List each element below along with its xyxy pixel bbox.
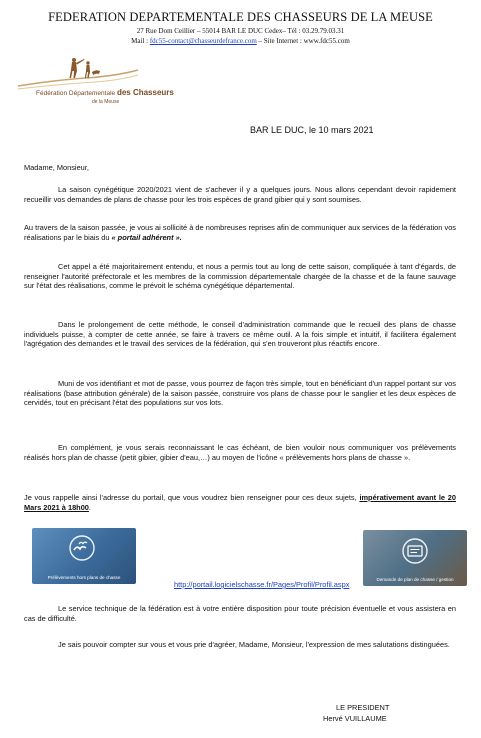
logo-subtext: de la Meuse	[92, 99, 120, 105]
site-text: www.fdc55.com	[303, 37, 350, 45]
tile-right-label: Demande de plan de chasse / gestion	[376, 576, 454, 582]
birds-icon	[60, 534, 104, 562]
letter-date: BAR LE DUC, le 10 mars 2021	[250, 125, 374, 135]
tile-left-label: Prélèvements hors plans de chasse	[47, 574, 121, 580]
organization-name: FEDERATION DEPARTEMENTALE DES CHASSEURS DE LA MEUSE	[48, 10, 433, 24]
organization-address: 27 Rue Dom Ceillier – 55014 BAR LE DUC Cedex– Tél : 03.29.79.03.31	[136, 27, 345, 35]
federation-logo	[16, 56, 140, 108]
mail-label: Mail :	[131, 37, 150, 45]
salutation: Madame, Monsieur,	[24, 163, 89, 172]
paragraph-9: Je sais pouvoir compter sur vous et vous prie d'agréer, Madame, Monsieur, l'expression de mes salutations distinguées.	[58, 640, 450, 649]
paragraph-6: En complément, je vous serais reconnaissant le cas échéant, de bien vouloir nous communiquer vos prélèvements réalisés hors plan de chasse (petit gibier, gibier d'eau,…) au moyen de l'icône « prélèvements hors plans de chasse ».	[24, 443, 456, 462]
signature-title: LE PRESIDENT	[336, 703, 390, 712]
mail-link[interactable]: fdc55-contact@chasseurdefrance.com	[149, 37, 257, 45]
paragraph-1: La saison cynégétique 2020/2021 vient de s'achever il y a quelques jours. Nous allons cependant devoir rapidement recueillir vos demandes de plans de chasse pour les trois espèces de grand gibier qui y sont soumises.	[24, 185, 456, 204]
clipboard-icon	[393, 538, 437, 566]
paragraph-7: Je vous rappelle ainsi l'adresse du portail, que vous voudrez bien renseigner pour ces deux sujets, impérativement avant le 20 Mars 2021 à 18h00.	[24, 493, 456, 512]
paragraph-8: Le service technique de la fédération est à votre entière disposition pour toute précision éventuelle et vous assistera en cas de difficulté.	[24, 604, 456, 623]
tile-plan-request[interactable]	[363, 530, 467, 586]
organization-contact	[0, 37, 481, 45]
logo-text: Fédération Départementale des Chasseurs	[36, 88, 174, 97]
paragraph-3: Cet appel a été majoritairement entendu, et nous a permis tout au long de cette saison, compliquée à tant d'égards, de renseigner l'autorité préfectorale et les membres de la commission départementale chargée de la chasse et de la faune sauvage sur l'état des réalisations, comme le prévoit le schéma cynégétique départemental.	[24, 262, 456, 290]
paragraph-2: Au travers de la saison passée, je vous ai sollicité à de nombreuses reprises afin de communiquer aux services de la fédération vos réalisations par le biais du « portail adhérent ».	[24, 223, 456, 242]
deadline: impérativement avant le 20 Mars 2021 à 18h00	[24, 493, 456, 512]
portal-link[interactable]: http://portail.logicielschasse.fr/Pages/Profil/Profil.aspx	[174, 580, 350, 589]
portal-emphasis: « portail adhérent ».	[111, 232, 182, 242]
paragraph-5: Muni de vos identifiant et mot de passe, vous pourrez de façon très simple, tout en bénéficiant d'un rappel portant sur vos réalisations (base attribution générale) de la saison passée, construire vos plans de chasse pour le sanglier et les deux espèces de cervidés, tout en précisant l'état des populations sur vos lots.	[24, 379, 456, 407]
site-label: – Site Internet :	[256, 37, 304, 45]
signature-name: Hervé VUILLAUME	[323, 714, 387, 723]
paragraph-4: Dans le prolongement de cette méthode, le conseil d'administration commande que le recueil des plans de chasse individuels puisse, à compter de cette année, se faire à travers ce même outil. A la fois simple et intuitif, il facilitera également l'agrégation des demandes et le travail des services de la fédération, qui s'en trouveront plus réactifs encore.	[24, 320, 456, 348]
tile-hunting-outside-plan[interactable]	[32, 528, 136, 584]
